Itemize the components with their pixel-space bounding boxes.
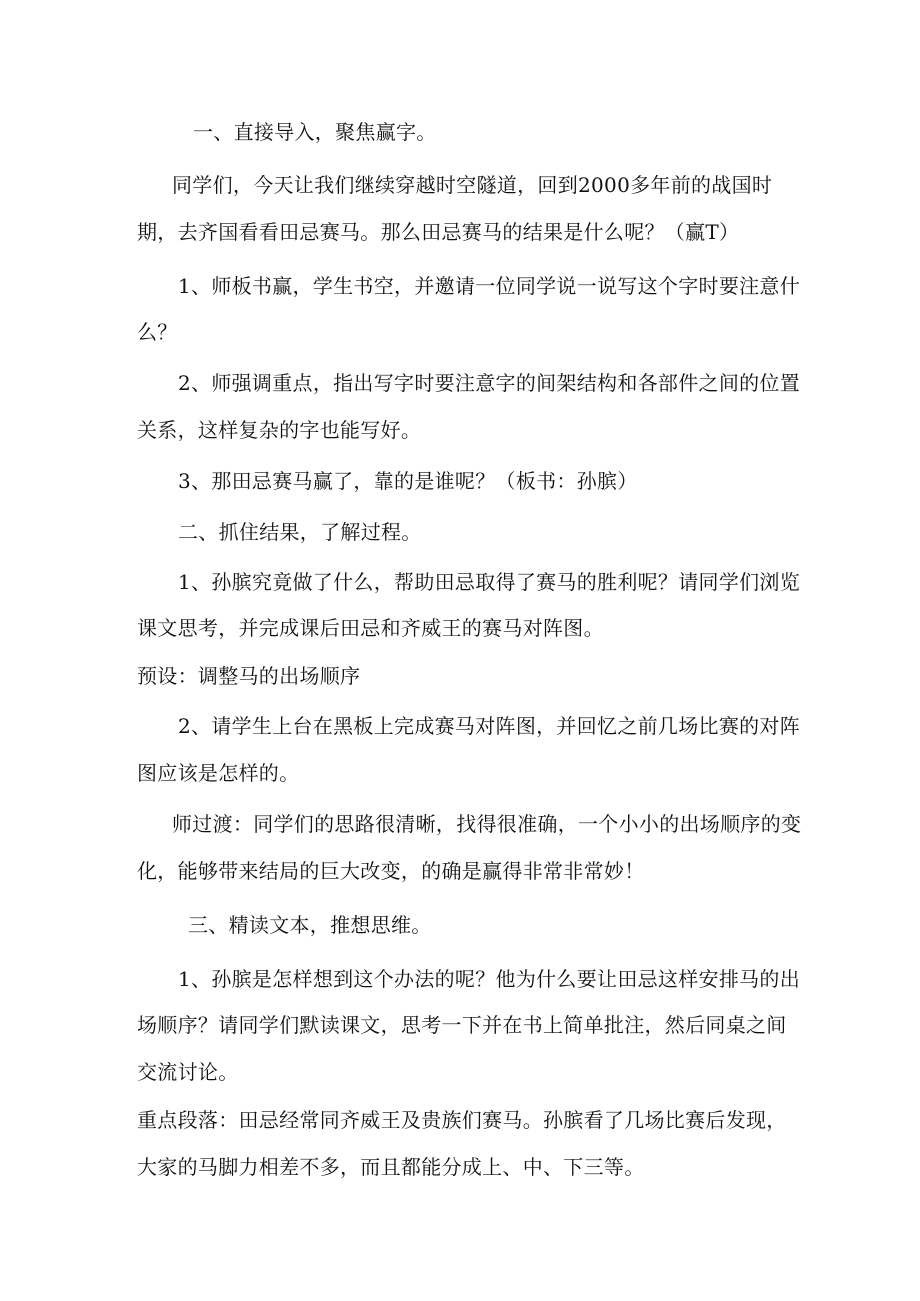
section-heading-3: 三、精读文本，推想思维。 — [188, 913, 432, 937]
paragraph-line: 关系，这样复杂的字也能写好。 — [137, 418, 422, 442]
paragraph-line: 么？ — [137, 320, 178, 344]
section-heading-2: 二、抓住结果，了解过程。 — [178, 520, 422, 544]
paragraph-line: 同学们，今天让我们继续穿越时空隧道，回到2000多年前的战国时 — [172, 173, 773, 197]
paragraph-line: 交流讨论。 — [137, 1060, 239, 1084]
paragraph-line: 3、那田忌赛马赢了，靠的是谁呢？（板书：孙膑） — [178, 469, 638, 493]
paragraph-line: 1、孙膑究竟做了什么，帮助田忌取得了赛马的胜利呢？请同学们浏览 — [178, 570, 801, 594]
paragraph-line: 1、孙膑是怎样想到这个办法的呢？他为什么要让田忌这样安排马的出 — [178, 967, 801, 991]
paragraph-line: 2、请学生上台在黑板上完成赛马对阵图，并回忆之前几场比赛的对阵 — [178, 714, 801, 738]
paragraph-line: 课文思考，并完成课后田忌和齐威王的赛马对阵图。 — [137, 616, 604, 640]
paragraph-line: 期，去齐国看看田忌赛马。那么田忌赛马的结果是什么呢？（赢T） — [137, 220, 740, 244]
paragraph-line: 2、师强调重点，指出写字时要注意字的间架结构和各部件之间的位置 — [178, 371, 801, 395]
paragraph-line: 师过渡：同学们的思路很清晰，找得很准确，一个小小的出场顺序的变 — [172, 812, 802, 836]
preset-line: 预设：调整马的出场顺序 — [137, 664, 361, 688]
key-paragraph-line: 大家的马脚力相差不多，而且都能分成上、中、下三等。 — [137, 1155, 645, 1179]
paragraph-line: 图应该是怎样的。 — [137, 761, 300, 785]
section-heading-1: 一、直接导入，聚焦赢字。 — [193, 120, 437, 144]
paragraph-line: 场顺序？请同学们默读课文，思考一下并在书上简单批注，然后同桌之间 — [137, 1013, 787, 1037]
key-paragraph-line: 重点段落：田忌经常同齐威王及贵族们赛马。孙膑看了几场比赛后发现， — [137, 1108, 787, 1132]
paragraph-line: 化，能够带来结局的巨大改变，的确是赢得非常非常妙！ — [137, 859, 645, 883]
paragraph-line: 1、师板书赢，学生书空，并邀请一位同学说一说写这个字时要注意什 — [178, 274, 801, 298]
